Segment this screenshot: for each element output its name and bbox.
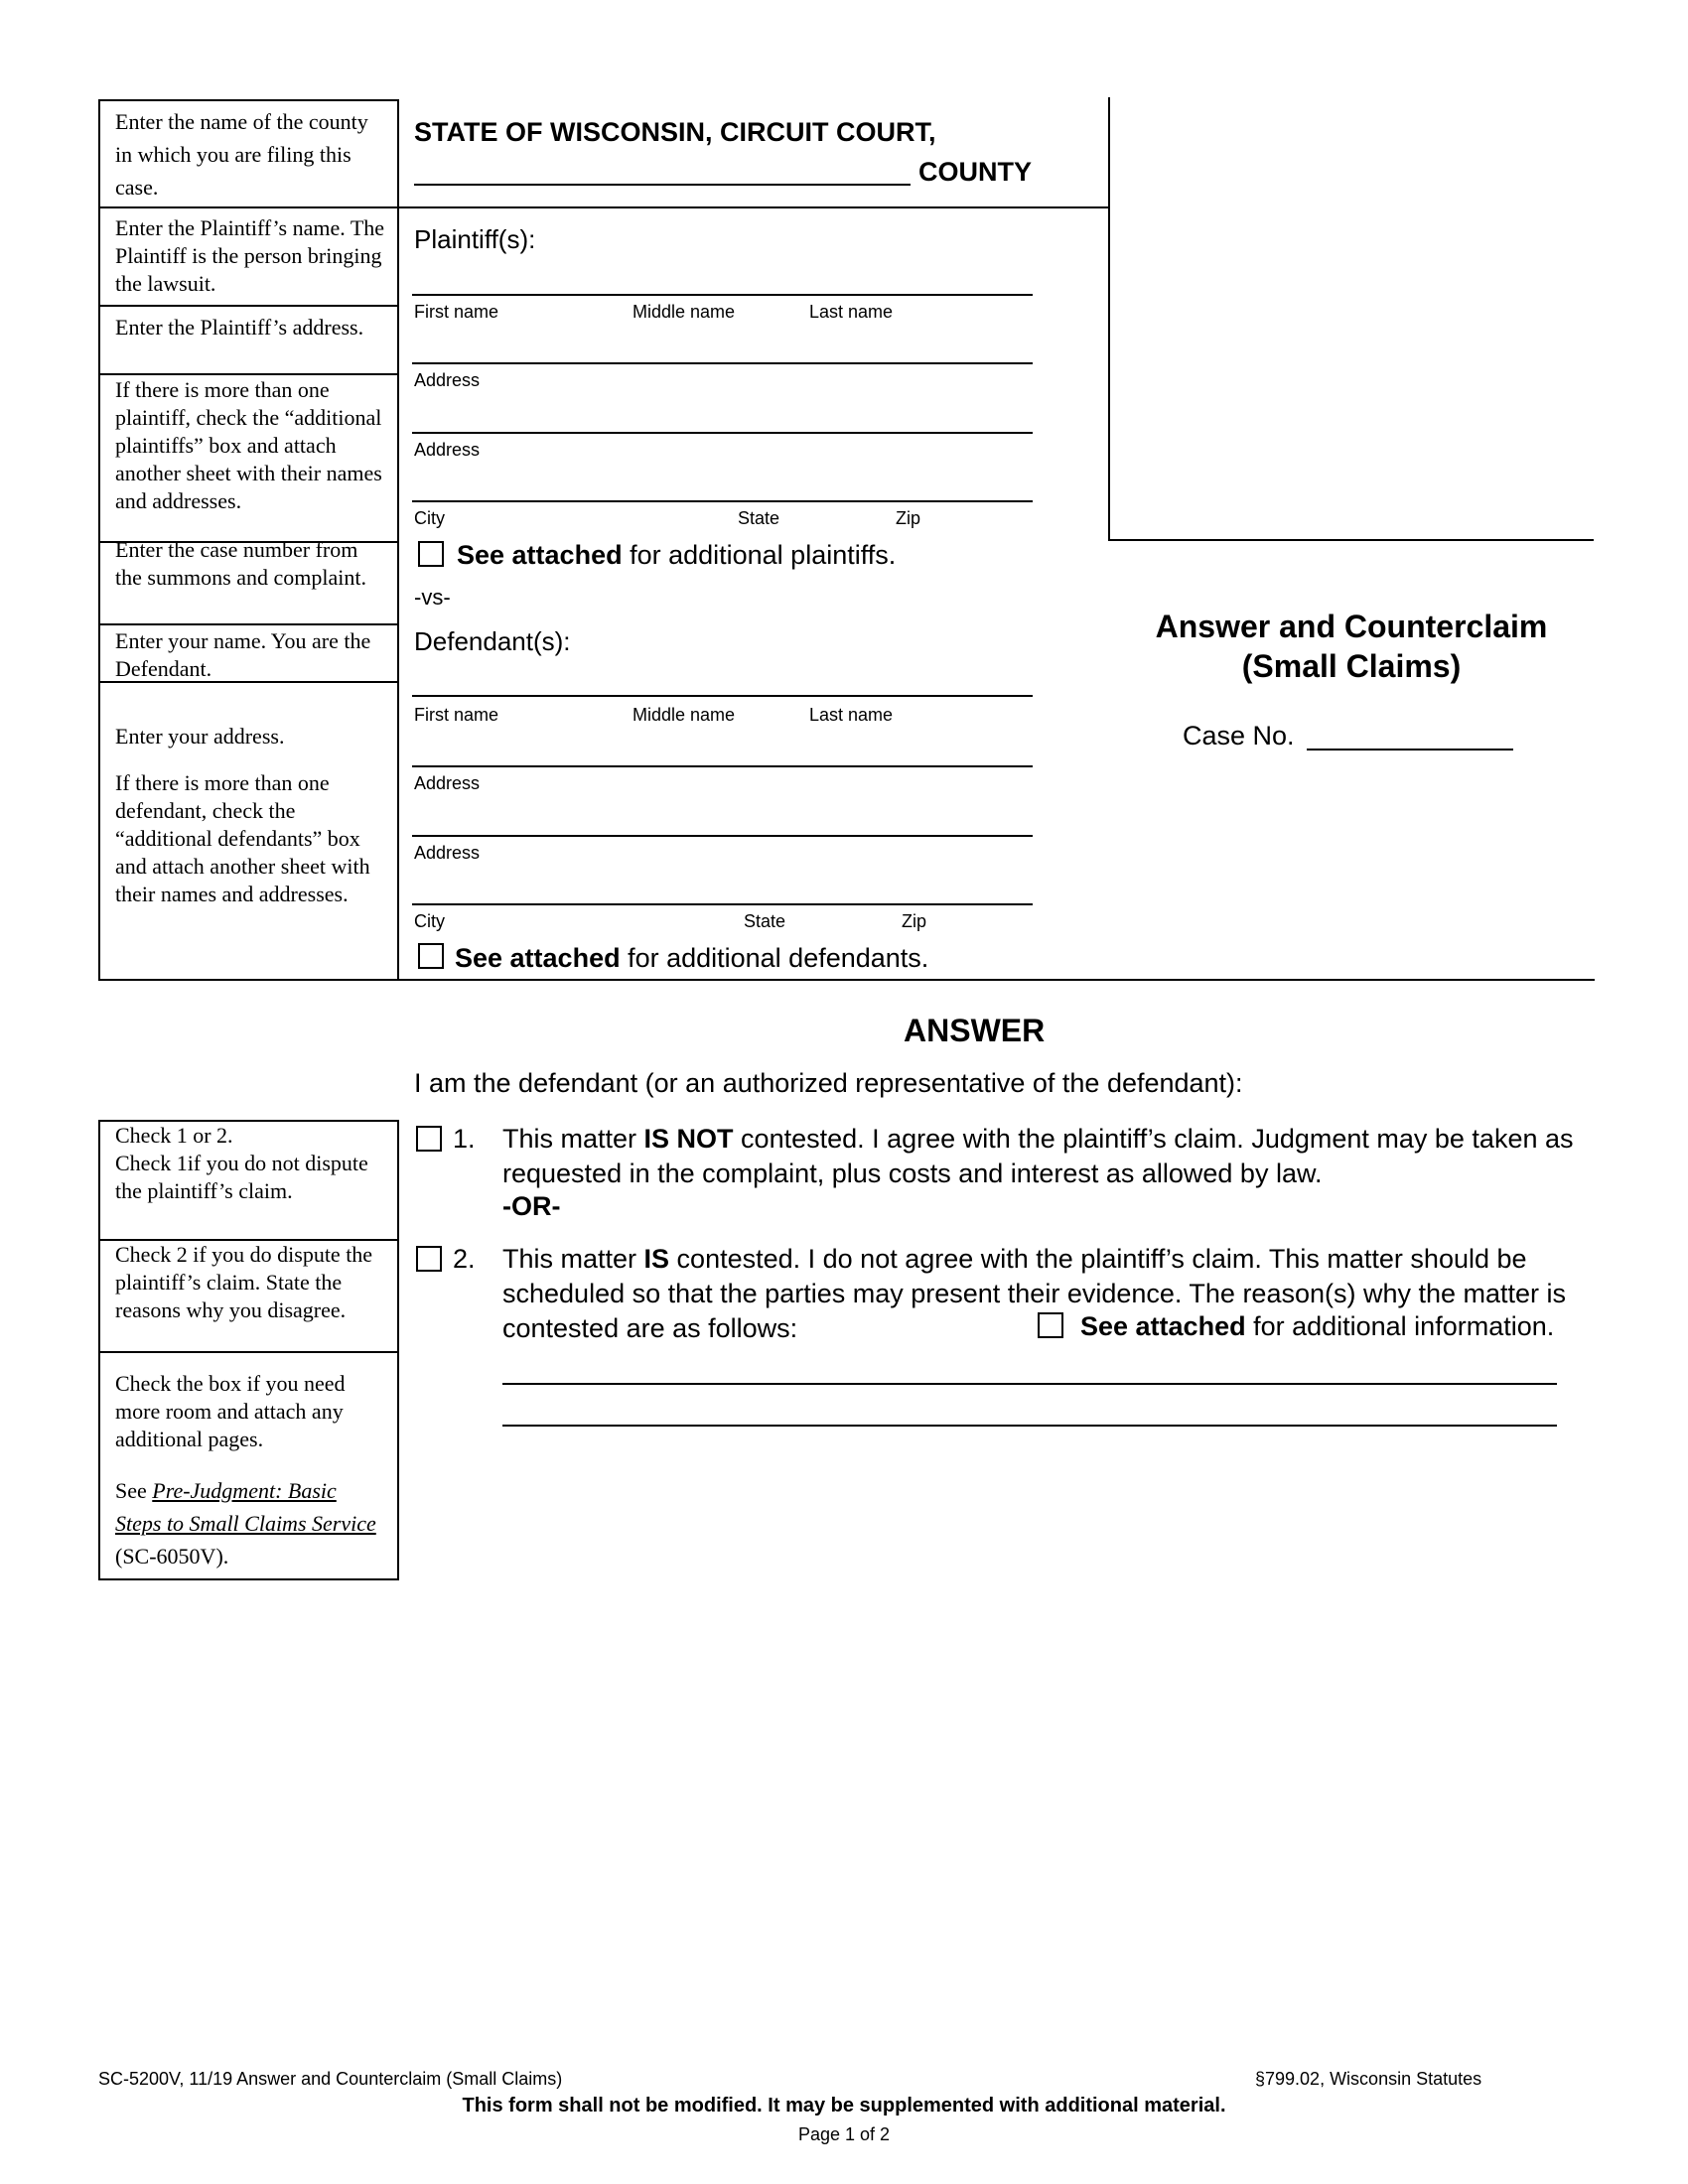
answer-box-left — [98, 1120, 100, 1580]
plaintiff-heading: Plaintiff(s): — [414, 224, 536, 254]
column-divider — [397, 99, 399, 980]
defendant-heading: Defendant(s): — [414, 626, 571, 656]
defendant-name-line[interactable] — [412, 695, 1033, 697]
instruction-check-1-or-2-text: Check 1 or 2. — [115, 1123, 233, 1148]
instruction-more-defendants: If there is more than one defendant, check the “additional defendants” box and attach another sheet with their names and addresses. — [115, 770, 370, 906]
row-divider — [98, 623, 399, 625]
left-border — [98, 99, 100, 980]
defendant-address1-line[interactable] — [412, 765, 1033, 767]
option-2-attached-label: See attached for additional information. — [1076, 1309, 1554, 1344]
instruction-more-plaintiffs: If there is more than one plaintiff, check the “additional plaintiffs” box and attach another sheet with their names and addresses. — [115, 377, 382, 513]
plaintiff-address1-label: Address — [414, 370, 481, 390]
reason-line-1[interactable] — [502, 1383, 1557, 1385]
case-no-label: Case No. — [1183, 721, 1295, 751]
case-no-line[interactable] — [1307, 749, 1513, 751]
answer-box-right — [397, 1120, 399, 1580]
form-title — [1108, 607, 1595, 686]
option-2-checkbox[interactable] — [416, 1246, 442, 1272]
additional-defendants-checkbox[interactable] — [418, 943, 444, 969]
instruction-see-guide: See Pre-Judgment: Basic Steps to Small Claims Service (SC-6050V). — [115, 1478, 376, 1569]
additional-defendants-label: See attached for additional defendants. — [455, 943, 929, 973]
answer-heading: ANSWER — [904, 1013, 1046, 1048]
instruction-county: Enter the name of the county in which you are filing this case. — [115, 109, 368, 200]
answer-box-divider — [98, 1351, 399, 1353]
additional-plaintiffs-label: See attached for additional plaintiffs. — [457, 540, 897, 570]
instruction-more-room: Check the box if you need more room and attach any additional pages. — [115, 1371, 346, 1451]
county-name-line[interactable] — [414, 184, 911, 186]
option-1-text: This matter IS NOT contested. I agree with the plaintiff’s claim. Judgment may be taken as requested in the complaint, plus costs and interest as allowed by law. — [502, 1124, 1574, 1188]
plaintiff-address2-label: Address — [414, 440, 481, 460]
court-line: STATE OF WISCONSIN, CIRCUIT COURT, — [414, 117, 936, 147]
plaintiff-first-name-label: First name — [414, 302, 499, 322]
instruction-your-name: Enter your name. You are the Defendant. — [115, 628, 371, 681]
defendant-state-label: State — [744, 911, 786, 931]
defendant-zip-label: Zip — [902, 911, 927, 931]
plaintiff-city-line[interactable] — [412, 500, 1033, 502]
footer-form-id: SC-5200V, 11/19 Answer and Counterclaim (Small Claims) — [98, 2069, 563, 2089]
header-divider — [98, 206, 1110, 208]
answer-intro: I am the defendant (or an authorized representative of the defendant): — [414, 1068, 1243, 1098]
instruction-plaintiff-name: Enter the Plaintiff’s name. The Plaintiff is the person bringing the lawsuit. — [115, 215, 385, 296]
defendant-first-name-label: First name — [414, 705, 499, 725]
footer-page-number: Page 1 of 2 — [797, 2124, 891, 2144]
reason-line-2[interactable] — [502, 1425, 1557, 1427]
additional-plaintiffs-checkbox[interactable] — [418, 541, 444, 567]
instruction-case-number: Enter the case number from the summons and complaint. — [115, 537, 366, 590]
defendant-address2-label: Address — [414, 843, 481, 863]
footer-notice: This form shall not be modified. It may be supplemented with additional material. — [462, 2095, 1226, 2116]
plaintiff-city-label: City — [414, 508, 445, 528]
instruction-your-address: Enter your address. — [115, 724, 285, 749]
option-2-text: This matter IS contested. I do not agree with the plaintiff’s claim. This matter should be scheduled so that the parties may present their evidence. The reason(s) why the matter is contested are as follows: — [502, 1244, 1567, 1343]
guide-link[interactable]: Pre-Judgment: Basic Steps to Small Claims Service — [115, 1478, 376, 1536]
or-separator: -OR- — [502, 1191, 561, 1221]
plaintiff-zip-label: Zip — [896, 508, 921, 528]
defendant-address2-line[interactable] — [412, 835, 1033, 837]
instruction-check-1-text: Check 1if you do not dispute the plaintiff’s claim. — [115, 1151, 368, 1203]
defendant-address1-label: Address — [414, 773, 481, 793]
defendant-last-name-label: Last name — [809, 705, 894, 725]
row-divider — [98, 373, 399, 375]
plaintiff-name-line[interactable] — [412, 294, 1033, 296]
vs-label: -vs- — [414, 585, 451, 610]
option-1-number: 1. — [453, 1124, 476, 1154]
form-title-line2: (Small Claims) — [1241, 648, 1462, 684]
plaintiff-address2-line[interactable] — [412, 432, 1033, 434]
answer-box-bottom — [98, 1578, 399, 1580]
plaintiff-address1-line[interactable] — [412, 362, 1033, 364]
top-border — [98, 99, 399, 101]
plaintiff-state-label: State — [738, 508, 780, 528]
footer-statute: §799.02, Wisconsin Statutes — [1255, 2069, 1482, 2089]
defendant-city-label: City — [414, 911, 445, 931]
defendant-middle-name-label: Middle name — [633, 705, 736, 725]
form-title-line1: Answer and Counterclaim — [1155, 609, 1548, 644]
county-label: COUNTY — [918, 157, 1032, 187]
case-box-left-border — [1108, 97, 1110, 540]
option-2-number: 2. — [453, 1244, 476, 1274]
plaintiff-last-name-label: Last name — [809, 302, 894, 322]
option-2-attached-checkbox[interactable] — [1038, 1312, 1063, 1338]
defendant-city-line[interactable] — [412, 903, 1033, 905]
option-1-checkbox[interactable] — [416, 1126, 442, 1152]
case-box-bottom-border — [1108, 539, 1594, 541]
instruction-check-1-or-2 — [115, 1122, 383, 1205]
instruction-check-2: Check 2 if you do dispute the plaintiff’s claim. State the reasons why you disagree. — [115, 1242, 373, 1322]
instruction-plaintiff-address: Enter the Plaintiff’s address. — [115, 315, 364, 340]
caption-bottom-border — [98, 979, 1595, 981]
row-divider — [98, 305, 399, 307]
plaintiff-middle-name-label: Middle name — [633, 302, 736, 322]
